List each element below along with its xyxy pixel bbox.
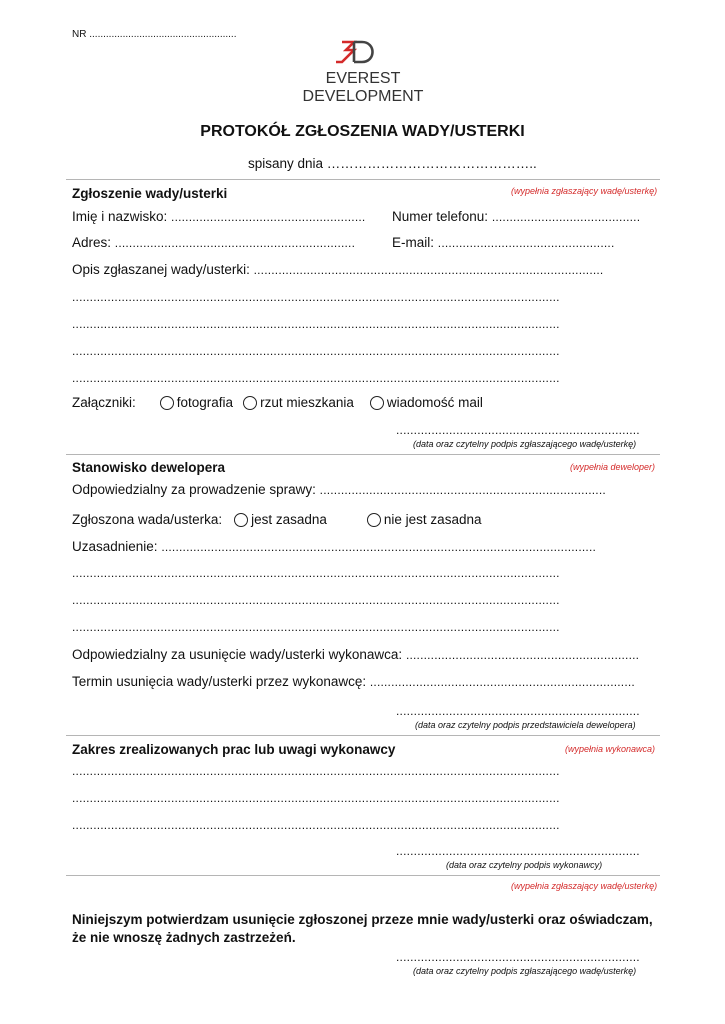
date-written-field[interactable]: spisany dnia ………………………………………..	[248, 156, 537, 171]
confirmation-statement: Niniejszym potwierdzam usunięcie zgłoszonej przeze mnie wady/usterki oraz oświadczam, że nie wnoszę żadnych zastrzeżeń.	[72, 912, 653, 945]
attachments-label: Załączniki:	[72, 395, 136, 410]
radio-circle-icon[interactable]	[367, 513, 381, 527]
fill-note: (wypełnia zgłaszający wadę/usterkę)	[511, 186, 658, 196]
everest-development-logo	[296, 40, 430, 104]
section-title-developer: Stanowisko dewelopera	[72, 460, 226, 475]
signature-caption: (data oraz czytelny podpis przedstawiciela dewelopera)	[415, 720, 636, 730]
attachment-option-floorplan[interactable]: rzut mieszkania	[243, 395, 354, 410]
defect-option-valid[interactable]: jest zasadna	[234, 512, 327, 527]
section-title-report: Zgłoszenie wady/usterki	[72, 186, 228, 201]
attachment-option-photo[interactable]: fotografia	[160, 395, 233, 410]
contractor-field[interactable]: Odpowiedzialny za usunięcie wady/usterki wykonawca: ..................................................................	[72, 647, 640, 662]
divider	[66, 735, 660, 736]
justification-line[interactable]: ..........................................................................................................................................	[72, 593, 560, 607]
page-title: PROTOKÓŁ ZGŁOSZENIA WADY/USTERKI	[200, 123, 525, 140]
fill-note: (wypełnia wykonawca)	[565, 744, 656, 754]
defect-option-invalid[interactable]: nie jest zasadna	[367, 512, 482, 527]
contractor-remarks-line[interactable]: ..........................................................................................................................................	[72, 818, 560, 832]
signature-line[interactable]: .....................................................................	[396, 423, 640, 437]
logo-text-everest: EVEREST	[325, 70, 401, 87]
description-line[interactable]: ..........................................................................................................................................	[72, 371, 560, 385]
description-line[interactable]: ..........................................................................................................................................	[72, 344, 560, 358]
radio-circle-icon[interactable]	[243, 396, 257, 410]
divider	[66, 454, 660, 455]
signature-line[interactable]: .....................................................................	[396, 704, 640, 718]
defect-assessment-group	[72, 512, 491, 527]
radio-circle-icon[interactable]	[160, 396, 174, 410]
attachment-option-email[interactable]: wiadomość mail	[370, 395, 483, 410]
description-field[interactable]: Opis zgłaszanej wady/usterki: ...................................................................................................	[72, 262, 604, 277]
radio-circle-icon[interactable]	[370, 396, 384, 410]
deadline-field[interactable]: Termin usunięcia wady/usterki przez wykonawcę: ...........................................................................	[72, 674, 635, 689]
description-line[interactable]: ..........................................................................................................................................	[72, 290, 560, 304]
name-field[interactable]: Imię i nazwisko: .......................................................	[72, 209, 366, 224]
signature-caption: (data oraz czytelny podpis zgłaszającego wadę/usterkę)	[413, 966, 637, 976]
attachments-group	[72, 395, 493, 410]
logo-text-development: DEVELOPMENT	[302, 88, 424, 104]
contractor-remarks-line[interactable]: ..........................................................................................................................................	[72, 764, 560, 778]
description-line[interactable]: ..........................................................................................................................................	[72, 317, 560, 331]
divider	[66, 875, 660, 876]
signature-line[interactable]: .....................................................................	[396, 950, 640, 964]
divider	[66, 179, 660, 180]
justification-line[interactable]: ..........................................................................................................................................	[72, 566, 560, 580]
case-responsible-field[interactable]: Odpowiedzialny za prowadzenie sprawy: .................................................................................	[72, 482, 606, 497]
justification-line[interactable]: ..........................................................................................................................................	[72, 620, 560, 634]
phone-field[interactable]: Numer telefonu: ..........................................	[392, 209, 641, 224]
signature-line[interactable]: .....................................................................	[396, 844, 640, 858]
email-field[interactable]: E-mail: ..................................................	[392, 235, 615, 250]
defect-label: Zgłoszona wada/usterka:	[72, 512, 223, 527]
radio-circle-icon[interactable]	[234, 513, 248, 527]
document-number: NR .....................................................	[72, 29, 237, 40]
signature-caption: (data oraz czytelny podpis wykonawcy)	[446, 860, 603, 870]
address-field[interactable]: Adres: ....................................................................	[72, 235, 356, 250]
justification-field[interactable]: Uzasadnienie: ...........................................................................................................................	[72, 539, 597, 554]
contractor-remarks-line[interactable]: ..........................................................................................................................................	[72, 791, 560, 805]
section-title-contractor: Zakres zrealizowanych prac lub uwagi wykonawcy	[72, 742, 396, 757]
fill-note: (wypełnia deweloper)	[570, 462, 656, 472]
fill-note: (wypełnia zgłaszający wadę/usterkę)	[511, 881, 658, 891]
signature-caption: (data oraz czytelny podpis zgłaszającego wadę/usterkę)	[413, 439, 637, 449]
